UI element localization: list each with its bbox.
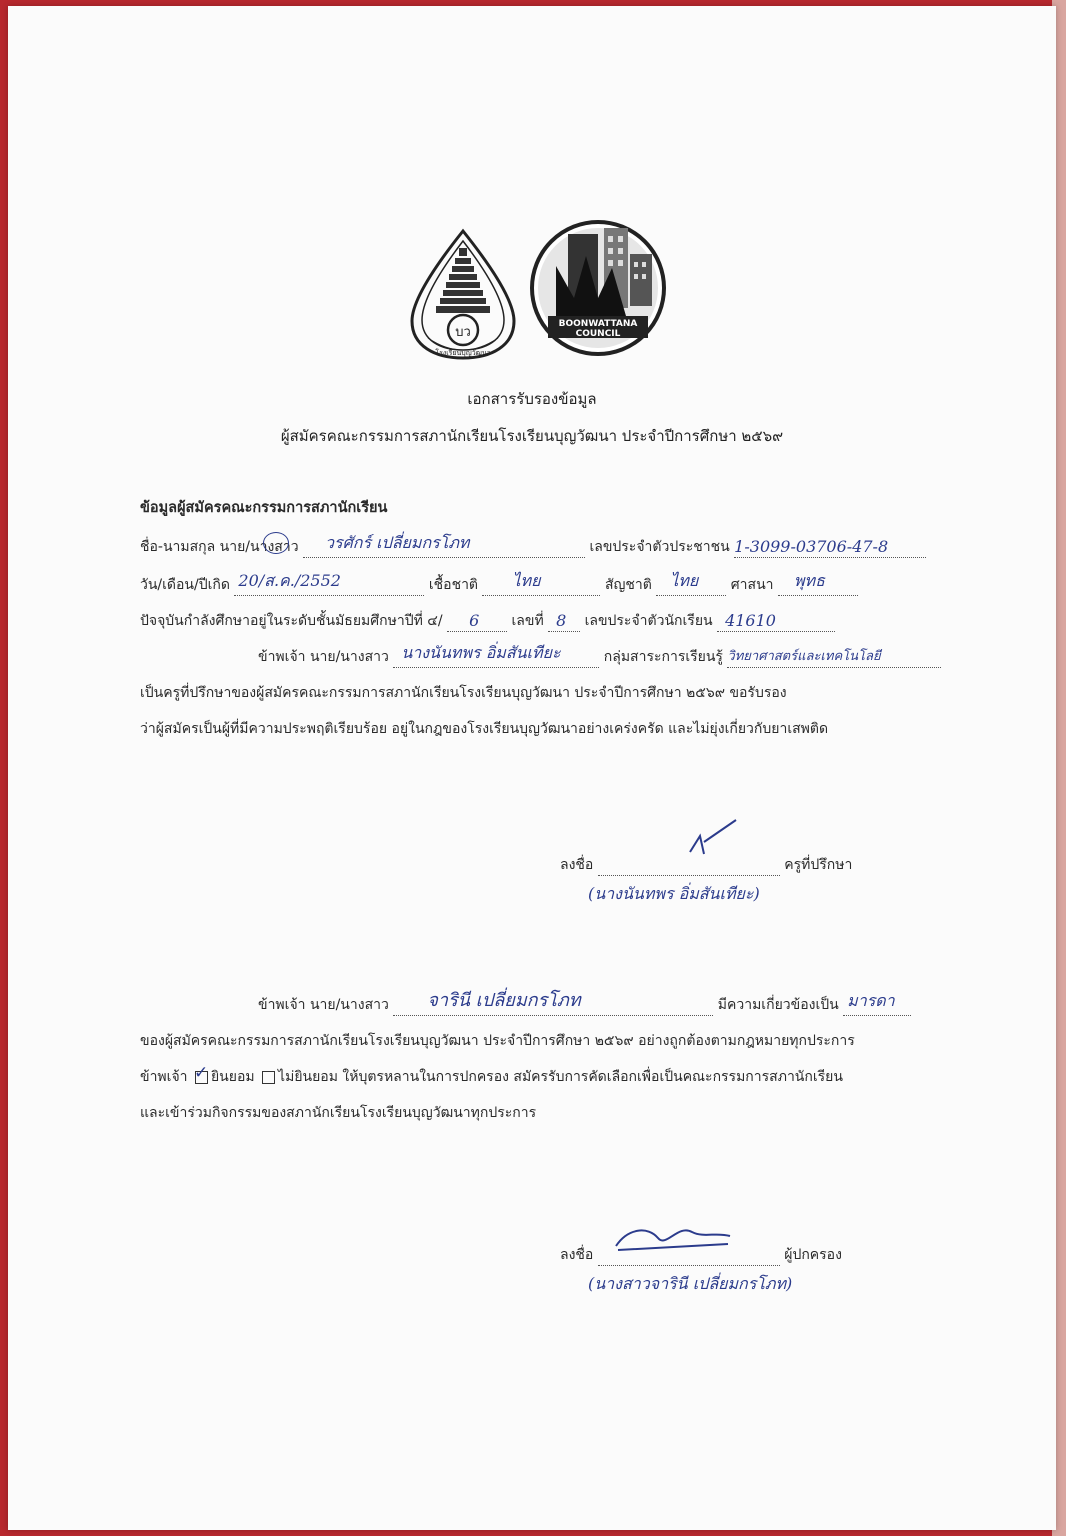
grade-label: ปัจจุบันกำลังศึกษาอยู่ในระดับชั้นมัธยมศึกษาปีที่ ๔/ (140, 613, 443, 629)
guardian-statement-1: ของผู้สมัครคณะกรรมการสภานักเรียนโรงเรียนบุญวัฒนา ประจำปีการศึกษา ๒๕๖๙ อย่างถูกต้องตามกฎหมายทุกประการ (140, 1033, 855, 1049)
ethnicity-label: เชื้อชาติ (428, 577, 479, 593)
advisor-sign-label: ลงชื่อ (560, 857, 594, 873)
logo-text-line-1: BOONWATTANA (558, 319, 638, 329)
dob-value: 20/ส.ค./2552 (238, 571, 341, 590)
guardian-relation-value: มารดา (847, 991, 895, 1010)
title-selection-circle (263, 532, 289, 554)
name-value: วรศักร์ เปลี่ยมกรโภท (325, 533, 470, 552)
guardian-role-label: ผู้ปกครอง (784, 1247, 842, 1263)
advisor-name-field (393, 643, 599, 668)
advisor-group-value: วิทยาศาสตร์และเทคโนโลยี (727, 649, 881, 664)
advisor-statement-2: ว่าผู้สมัครเป็นผู้ที่มีความประพฤติเรียบร้อย อยู่ในกฎของโรงเรียนบุญวัฒนาอย่างเคร่งครัด และไม่ยุ่งเกี่ยวกับยาเสพติด (140, 721, 829, 737)
guardian-sign-row (560, 1244, 842, 1266)
emblem-text: โรงเรียนบุญวัฒนา (435, 349, 491, 357)
school-emblem-icon (406, 226, 521, 361)
boonwattana-council-logo-icon (526, 216, 671, 361)
name-label: ชื่อ-นามสกุล นาย/นางสาว (140, 539, 299, 555)
consent-yes-label: ยินยอม (210, 1069, 255, 1085)
nationality-value: ไทย (670, 571, 699, 590)
svg-text:บว: บว (455, 325, 471, 340)
grade-value: 6 (469, 611, 480, 630)
religion-field (778, 571, 858, 596)
grade-field (447, 613, 507, 632)
advisor-role-label: ครูที่ปรึกษา (784, 857, 853, 873)
guardian-sign-label: ลงชื่อ (560, 1247, 594, 1263)
candidate-dob-row (140, 571, 858, 596)
id-label: เลขประจำตัวประชาชน (589, 539, 730, 555)
consent-no-label: ไม่ยินยอม (278, 1069, 338, 1085)
guardian-intro-row (258, 990, 911, 1016)
student-id-label: เลขประจำตัวนักเรียน (584, 613, 713, 629)
dob-field (234, 571, 424, 596)
consent-no-checkbox[interactable] (262, 1071, 275, 1084)
guardian-relation-field (843, 991, 911, 1016)
guardian-name-field (393, 990, 713, 1016)
advisor-intro-row (258, 643, 941, 668)
religion-label: ศาสนา (730, 577, 774, 593)
candidate-grade-row (140, 610, 835, 632)
dob-label: วัน/เดือน/ปีเกิด (140, 577, 230, 593)
consent-yes-checkbox[interactable] (193, 1062, 209, 1084)
nationality-field (656, 571, 726, 596)
guardian-name-value: จารินี เปลี่ยมกรโภท (427, 990, 581, 1011)
guardian-sign-field (598, 1247, 780, 1266)
guardian-printed-name: (นางสาวจารินี เปลี่ยมกรโภท) (588, 1274, 793, 1293)
advisor-intro-label: ข้าพเจ้า นาย/นางสาว (258, 649, 389, 665)
document-subtitle: ผู้สมัครคณะกรรมการสภานักเรียนโรงเรียนบุญวัฒนา ประจำปีการศึกษา ๒๕๖๙ (280, 427, 784, 445)
ethnicity-field (482, 571, 600, 596)
header-logos (406, 216, 676, 366)
advisor-group-label: กลุ่มสาระการเรียนรู้ (603, 649, 723, 665)
guardian-consent-row (140, 1062, 843, 1088)
guardian-intro-label: ข้าพเจ้า นาย/นางสาว (258, 997, 389, 1013)
nationality-label: สัญชาติ (604, 577, 652, 593)
guardian-relation-label: มีความเกี่ยวข้องเป็น (717, 997, 839, 1013)
id-field (734, 539, 926, 558)
check-mark-icon: ✓ (193, 1062, 209, 1083)
number-field (548, 613, 580, 632)
name-field (303, 533, 585, 558)
advisor-sign-field (598, 857, 780, 876)
student-id-value: 41610 (725, 611, 776, 630)
candidate-section-heading: ข้อมูลผู้สมัครคณะกรรมการสภานักเรียน (140, 500, 388, 516)
id-value: 1-3099-03706-47-8 (734, 537, 889, 556)
religion-value: พุทธ (793, 571, 825, 590)
guardian-statement-2: และเข้าร่วมกิจกรรมของสภานักเรียนโรงเรียนบุญวัฒนาทุกประการ (140, 1105, 537, 1121)
advisor-group-field (727, 649, 941, 668)
number-value: 8 (556, 611, 567, 630)
consent-prefix: ข้าพเจ้า (140, 1069, 188, 1085)
student-id-field (717, 613, 835, 632)
advisor-sign-row (560, 854, 852, 876)
document-page (8, 6, 1056, 1530)
document-title: เอกสารรับรองข้อมูล (467, 390, 597, 408)
advisor-name-value: นางนันทพร อิ่มสันเทียะ (401, 643, 561, 662)
candidate-name-row (140, 533, 926, 558)
logo-text-line-2: COUNCIL (575, 329, 621, 339)
consent-suffix: ให้บุตรหลานในการปกครอง สมัครรับการคัดเลือกเพื่อเป็นคณะกรรมการสภานักเรียน (342, 1069, 843, 1085)
advisor-printed-name: (นางนันทพร อิ่มสันเทียะ) (588, 884, 760, 903)
number-label: เลขที่ (511, 613, 544, 629)
advisor-statement-1: เป็นครูที่ปรึกษาของผู้สมัครคณะกรรมการสภานักเรียนโรงเรียนบุญวัฒนา ประจำปีการศึกษา ๒๕๖๙ ขอรับรอง (140, 685, 787, 701)
ethnicity-value: ไทย (512, 571, 541, 590)
